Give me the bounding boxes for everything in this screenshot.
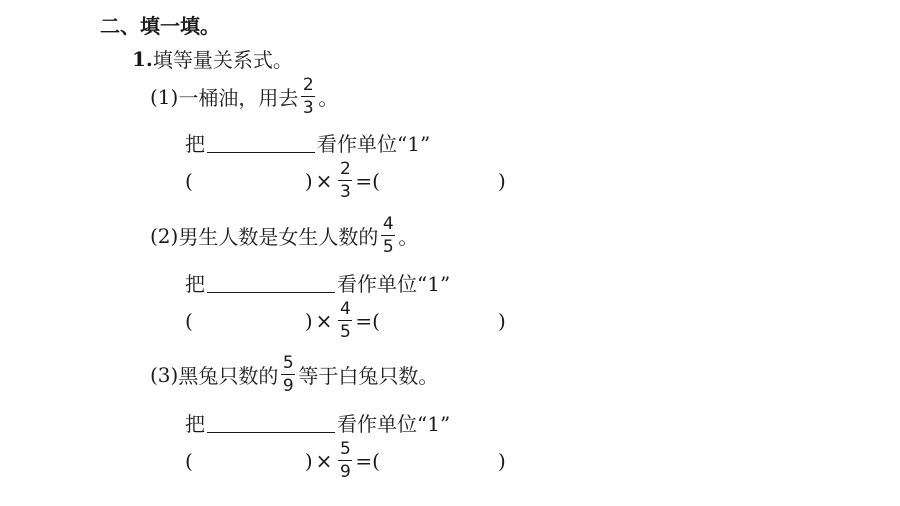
unit-prefix: 把 [185, 272, 205, 296]
fraction-numerator: 4 [339, 299, 351, 319]
item-2-fraction [381, 215, 395, 256]
times-sign: × [315, 448, 333, 473]
fraction-bar [338, 320, 352, 321]
item-3-equation [185, 440, 506, 481]
item-3-text-before: 黑兔只数的 [178, 364, 279, 388]
paren-open: ( [185, 168, 193, 193]
item-3-statement [150, 354, 438, 395]
item-3-text-after: 等于白兔只数。 [298, 364, 439, 388]
fraction-bar [338, 180, 352, 181]
fraction-denominator: 3 [302, 98, 314, 118]
item-1-fraction [301, 76, 315, 117]
item-2-equation [185, 300, 506, 341]
fraction-denominator: 5 [339, 322, 351, 342]
question-number: 1. [132, 46, 153, 71]
unit-suffix: 看作单位“1” [337, 412, 451, 436]
fraction-denominator: 5 [382, 237, 394, 257]
paren-close-right: ) [497, 308, 506, 333]
question-header [132, 44, 293, 73]
equation-fraction [338, 160, 352, 201]
times-sign: × [315, 308, 333, 333]
item-1-text-after: 。 [318, 86, 339, 110]
item-2-statement [150, 215, 418, 256]
item-1-unit-line [185, 128, 430, 157]
paren-close-right: ) [497, 448, 506, 473]
paren-open: ( [185, 448, 193, 473]
item-1-statement [150, 76, 338, 117]
paren-close: ) [304, 308, 313, 333]
fraction-numerator: 2 [302, 75, 314, 95]
unit-suffix: 看作单位“1” [317, 132, 431, 156]
unit-suffix: 看作单位“1” [337, 272, 451, 296]
equation-fraction [338, 300, 352, 341]
fraction-bar [281, 374, 295, 375]
unit-prefix: 把 [185, 132, 205, 156]
times-sign: × [315, 168, 333, 193]
equals-open: =( [355, 448, 380, 473]
unit-prefix: 把 [185, 412, 205, 436]
item-2-text-after: 。 [398, 225, 419, 249]
fraction-numerator: 5 [282, 353, 294, 373]
fraction-denominator: 9 [282, 376, 294, 396]
unit-blank[interactable] [207, 412, 335, 433]
fraction-bar [381, 235, 395, 236]
item-3-fraction [281, 354, 295, 395]
fraction-bar [301, 96, 315, 97]
paren-close-right: ) [497, 168, 506, 193]
question-text: 填等量关系式。 [152, 48, 293, 72]
equation-fraction [338, 440, 352, 481]
section-title: 二、填一填。 [100, 14, 220, 38]
fraction-numerator: 2 [339, 159, 351, 179]
item-2-label: (2) [150, 223, 179, 248]
item-3-unit-line [185, 408, 450, 437]
unit-blank[interactable] [207, 132, 315, 153]
item-1-text-before: 一桶油，用去 [178, 86, 299, 110]
fraction-denominator: 9 [339, 462, 351, 482]
equals-open: =( [355, 168, 380, 193]
unit-blank[interactable] [207, 272, 335, 293]
paren-close: ) [304, 168, 313, 193]
item-2-unit-line [185, 268, 450, 297]
paren-close: ) [304, 448, 313, 473]
fraction-denominator: 3 [339, 182, 351, 202]
equals-open: =( [355, 308, 380, 333]
item-1-equation [185, 160, 506, 201]
fraction-bar [338, 460, 352, 461]
fraction-numerator: 4 [382, 214, 394, 234]
paren-open: ( [185, 308, 193, 333]
item-3-label: (3) [150, 362, 179, 387]
item-1-label: (1) [150, 84, 179, 109]
fraction-numerator: 5 [339, 439, 351, 459]
item-2-text-before: 男生人数是女生人数的 [178, 225, 379, 249]
